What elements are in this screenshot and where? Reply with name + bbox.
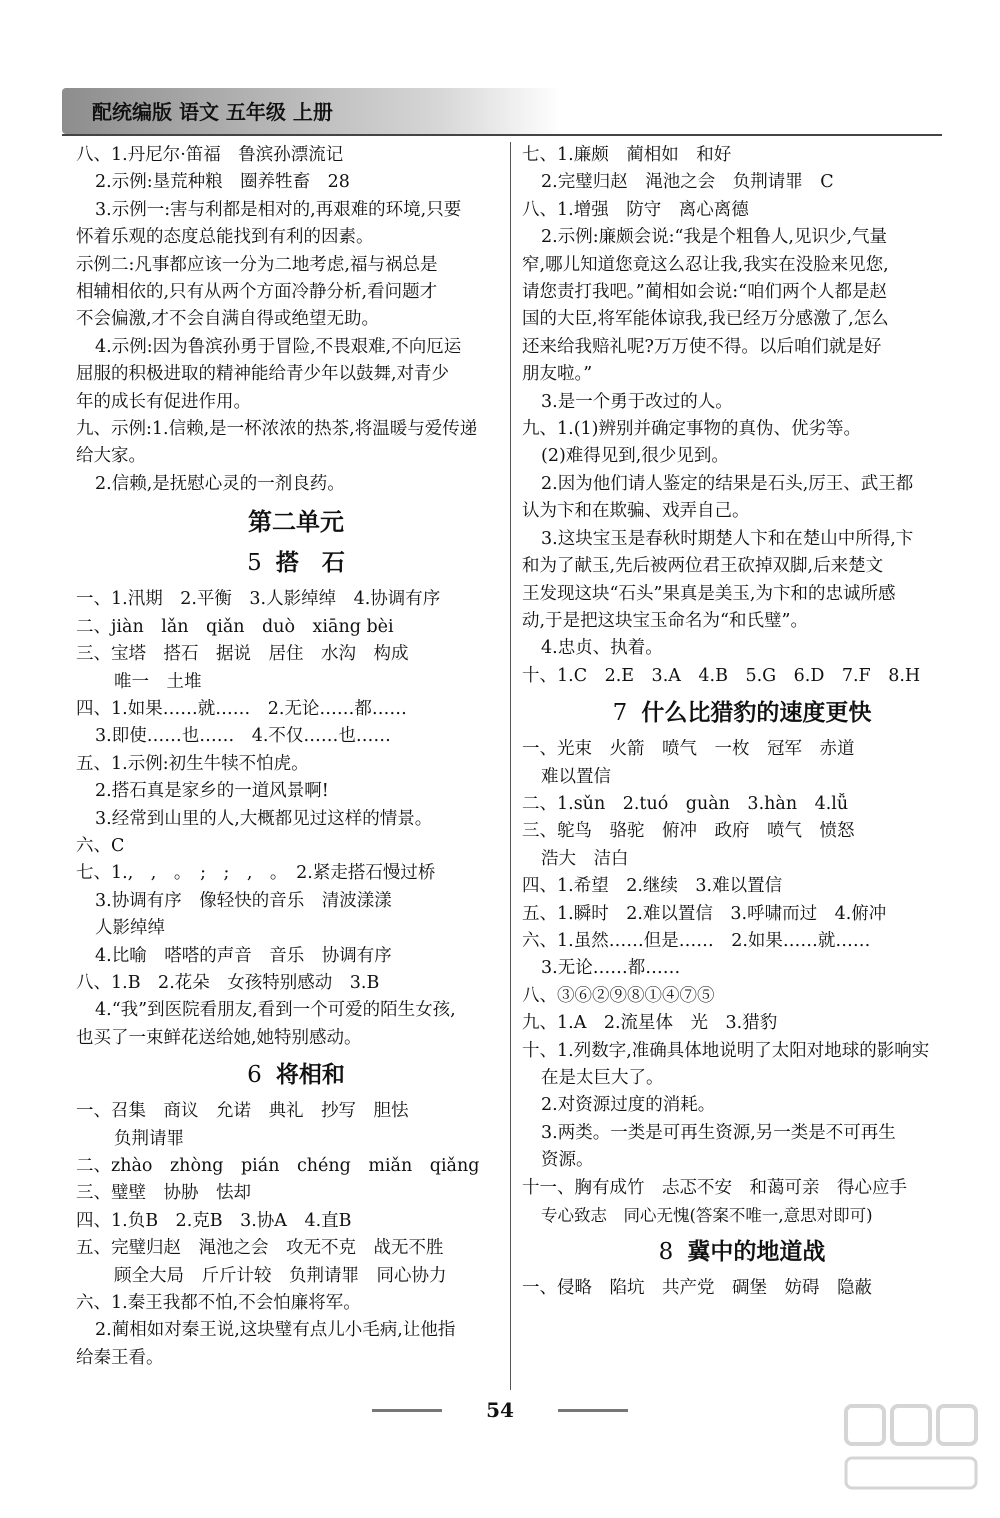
answer-line: 4.忠贞、执着。 [541,638,663,659]
answer-line: 二、1.sǔn 2.tuó guàn 3.hàn 4.lǚ [522,793,849,814]
section-title [522,696,962,730]
answer-line: 四、1.负B 2.克B 3.协A 4.直B [76,1210,352,1231]
answer-line: 3.经常到山里的人,大概都见过这样的情景。 [95,808,433,829]
answer-line: 八、1.丹尼尔·笛福 鲁滨孙漂流记 [76,145,344,165]
answer-line: 八、③⑥②⑨⑧①④⑦⑤ [522,985,715,1006]
answer-line: 示例二:凡事都应该一分为二地考虑,福与祸总是 [76,254,438,275]
answer-line: 八、1.增强 防守 离心离德 [522,199,749,220]
answer-line: 给秦王看。 [76,1347,164,1368]
answer-line: 九、1.(1)辨别并确定事物的真伪、优劣等。 [522,419,861,440]
header-rule [62,134,942,136]
answer-line: 一、光束 火箭 喷气 一枚 冠军 赤道 [522,739,855,760]
answer-line: 4.“我”到医院看朋友,看到一个可爱的陌生女孩, [95,1000,456,1021]
answer-line: 认为卞和在欺骗、戏弄自己。 [522,501,750,522]
answer-line: 2.示例:垦荒种粮 圈养牲畜 28 [95,172,350,193]
answer-line: 还来给我赔礼呢?万万使不得。以后咱们就是好 [522,336,882,357]
answer-line: 五、完璧归赵 渑池之会 攻无不克 战无不胜 [76,1238,444,1259]
answer-line: 十一、胸有成竹 忐忑不安 和蔼可亲 得心应手 [522,1177,907,1198]
answer-line: 六、C [76,835,125,856]
answer-line: 3.协调有序 像轻快的音乐 清波漾漾 [95,890,392,911]
answer-line: 给大家。 [76,446,146,467]
answer-line: 3.这块宝玉是春秋时期楚人卞和在楚山中所得,卞 [541,528,914,549]
section-title [76,546,516,580]
answer-line: 资源。 [541,1150,594,1171]
answer-line: 3.示例一:害与利都是相对的,再艰难的环境,只要 [95,199,462,220]
right-column [522,142,962,1303]
watermark-logo [836,1396,986,1506]
answer-line: 五、1.示例:初生牛犊不怕虎。 [76,753,309,774]
answer-line: 人影绰绰 [95,918,165,939]
answer-line: 动,于是把这块宝玉命名为“和氏璧”。 [522,610,808,631]
answer-line: 二、jiàn lǎn qiǎn duò xiāng bèi [76,616,394,637]
left-column [76,142,516,1372]
section-number: 6 [247,1062,262,1089]
answer-line: 专心致志 同心无愧(答案不唯一,意思对即可) [541,1206,873,1226]
page-number-text: 54 [486,1398,514,1422]
answer-line: 一、召集 商议 允诺 典礼 抄写 胆怯 [76,1101,409,1122]
answer-line: 王发现这块“石头”果真是美玉,为卞和的忠诚所感 [522,583,896,604]
answer-line: 六、1.秦王我都不怕,不会怕廉将军。 [76,1293,361,1314]
answer-line: 难以置信 [541,766,611,787]
answer-line: 4.比喻 嗒嗒的声音 音乐 协调有序 [95,945,392,966]
section-number: 5 [247,550,262,577]
answer-line: 五、1.瞬时 2.难以置信 3.呼啸而过 4.俯冲 [522,903,887,924]
answer-line: 在是太巨大了。 [541,1068,664,1088]
answer-line: 十、1.列数字,准确具体地说明了太阳对地球的影响实 [522,1040,930,1061]
answer-line: 朋友啦。” [522,364,593,385]
answer-line: 六、1.虽然……但是…… 2.如果……就…… [522,930,871,951]
answer-line: 浩大 洁白 [541,848,629,869]
answer-line: 和为了献玉,先后被两位君王砍掉双脚,后来楚文 [522,556,884,577]
answer-line: 3.即使……也…… 4.不仅……也…… [95,726,391,747]
answer-line: 3.是一个勇于改过的人。 [541,391,733,412]
answer-line: 三、宝塔 搭石 据说 居住 水沟 构成 [76,644,409,665]
unit-title: 第二单元 [248,508,344,537]
page-number-ornament-left [372,1409,442,1412]
answer-line: 国的大臣,将军能体谅我,我已经万分感激了,怎么 [522,309,889,330]
answer-line: 2.搭石真是家乡的一道风景啊! [95,781,329,802]
answer-line: 十、1.C 2.E 3.A 4.B 5.G 6.D 7.F 8.H [522,665,921,686]
answer-line: 唯一 土堆 [114,671,202,692]
answer-line: 年的成长有促进作用。 [76,391,251,412]
answer-line: 七、1.廉颇 蔺相如 和好 [522,145,732,165]
answer-line: 三、璧壁 协胁 怯却 [76,1183,251,1204]
section-name: 冀中的地道战 [687,1239,826,1266]
answer-line: 窄,哪儿知道您竟这么忍让我,我实在没脸来见您, [522,254,889,275]
answer-line: 八、1.B 2.花朵 女孩特别感动 3.B [76,972,380,993]
answer-line: 2.蔺相如对秦王说,这块璧有点儿小毛病,让他指 [95,1320,456,1341]
answer-line: 一、侵略 陷坑 共产党 碉堡 妨碍 隐蔽 [522,1278,872,1299]
answer-line: 也买了一束鲜花送给她,她特别感动。 [76,1027,362,1048]
section-number: 8 [658,1239,674,1266]
section-number: 7 [612,700,628,727]
answer-line: 请您责打我吧。”蔺相如会说:“咱们两个人都是赵 [522,282,888,303]
answer-line: (2)难得见到,很少见到。 [541,446,729,467]
answer-line: 2.示例:廉颇会说:“我是个粗鲁人,见识少,气量 [541,227,888,248]
section-name: 搭 石 [275,550,345,577]
answer-line: 三、鸵鸟 骆驼 俯冲 政府 喷气 愤怒 [522,821,855,842]
section-name: 将相和 [275,1062,345,1089]
answer-line: 负荆请罪 [114,1128,184,1149]
answer-line: 顾全大局 斤斤计较 负荆请罪 同心协力 [114,1265,447,1286]
answer-line: 四、1.希望 2.继续 3.难以置信 [522,876,783,897]
answer-line: 二、zhào zhòng pián chéng miǎn qiǎng [76,1156,480,1176]
answer-line: 2.对资源过度的消耗。 [541,1095,716,1116]
answer-line: 2.因为他们请人鉴定的结果是石头,厉王、武王都 [541,473,914,494]
answer-line: 相辅相依的,只有从两个方面冷静分析,看问题才 [76,282,438,303]
answer-line: 九、1.A 2.流星体 光 3.猎豹 [522,1013,778,1034]
answer-line: 七、1., , 。 ; ; , 。 2.紧走搭石慢过桥 [76,863,436,884]
section-title [76,1058,516,1092]
section-name: 什么比猎豹的速度更快 [641,700,872,727]
page-number [440,1394,560,1426]
header-title: 配统编版 语文 五年级 上册 [92,100,333,124]
answer-line: 屈服的积极进取的精神能给青少年以鼓舞,对青少 [76,364,450,385]
answer-line: 四、1.如果……就…… 2.无论……都…… [76,698,407,719]
section-title [522,1235,962,1269]
answer-line: 3.无论……都…… [541,958,681,979]
answer-line: 九、示例:1.信赖,是一杯浓浓的热茶,将温暖与爱传递 [76,419,478,440]
answer-line: 2.完璧归赵 渑池之会 负荆请罪 C [541,172,834,193]
page-number-ornament-right [558,1409,628,1412]
answer-line: 4.示例:因为鲁滨孙勇于冒险,不畏艰难,不向厄运 [95,336,462,357]
answer-line: 怀着乐观的态度总能找到有利的因素。 [76,227,374,248]
answer-line: 不会偏激,才不会自满自得或绝望无助。 [76,309,380,330]
answer-line: 一、1.汛期 2.平衡 3.人影绰绰 4.协调有序 [76,589,441,610]
answer-line: 3.两类。一类是可再生资源,另一类是不可再生 [541,1122,896,1143]
answer-line: 2.信赖,是抚慰心灵的一剂良药。 [95,473,345,494]
